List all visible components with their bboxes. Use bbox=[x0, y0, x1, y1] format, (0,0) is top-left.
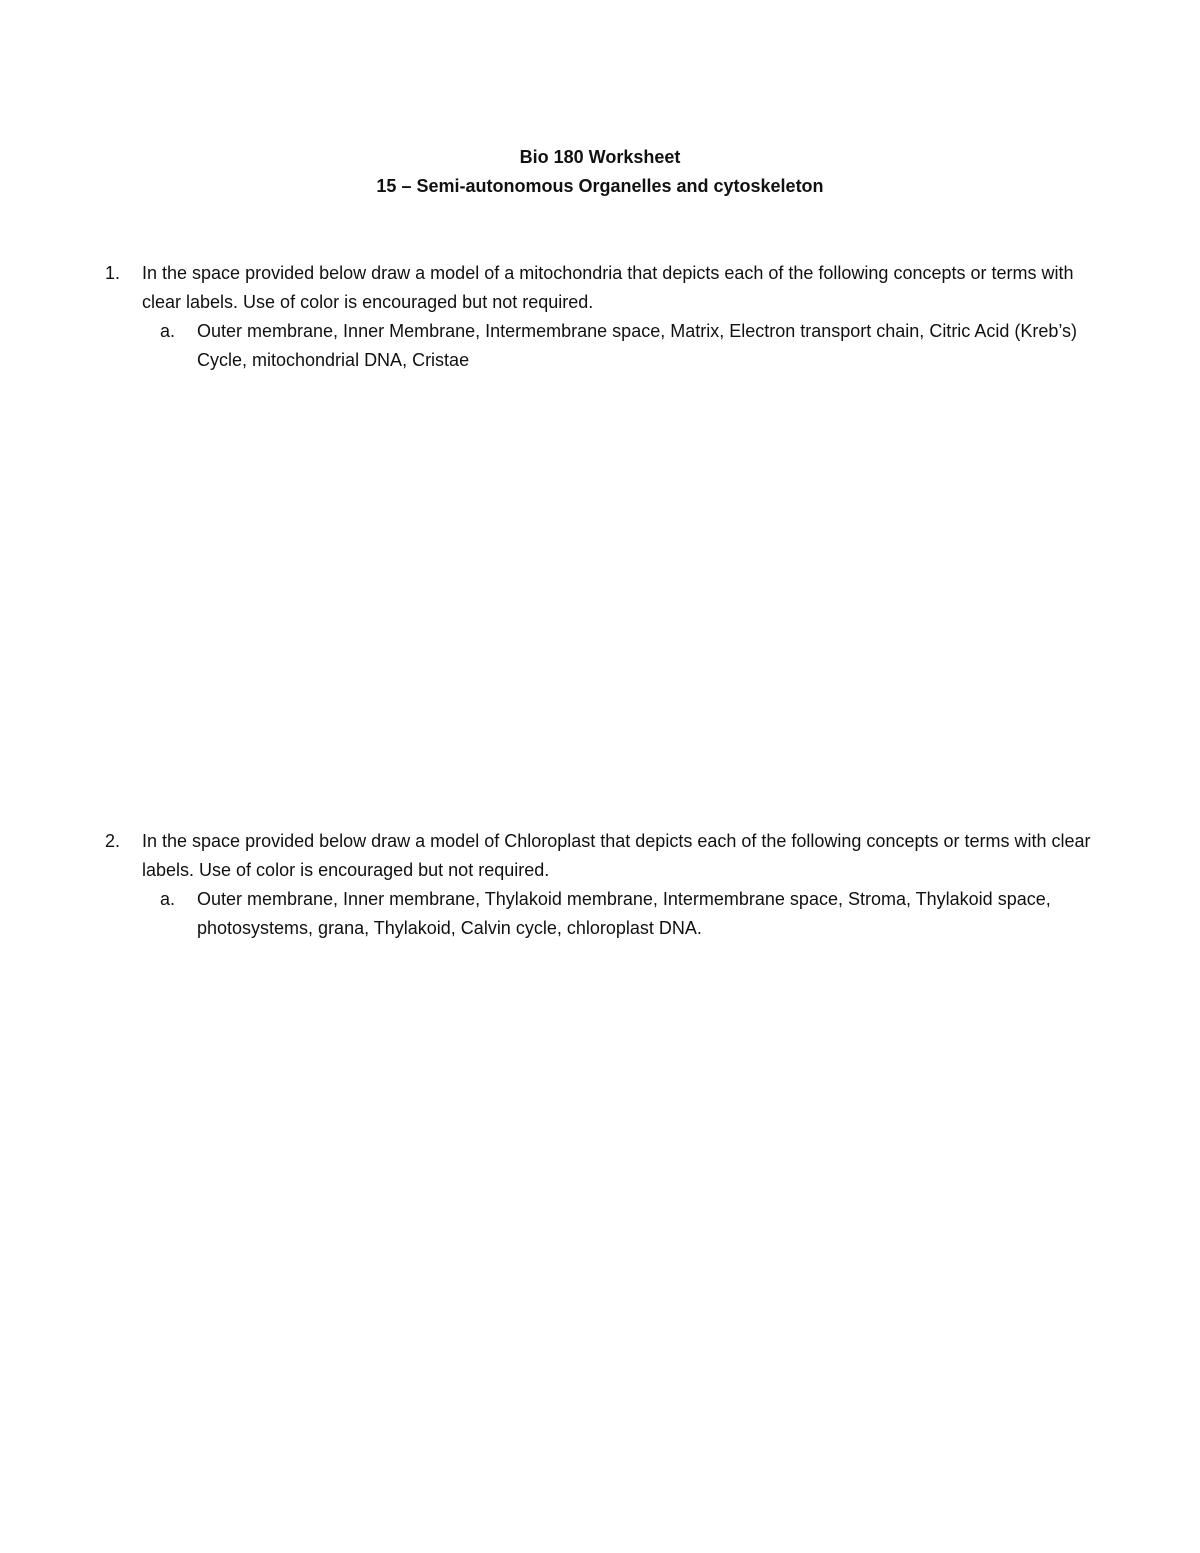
course-title: Bio 180 Worksheet bbox=[519, 147, 681, 167]
question-2a-letter: a. bbox=[160, 889, 176, 909]
question-2-number: 2. bbox=[105, 831, 121, 851]
question-2 bbox=[105, 827, 1095, 943]
worksheet-title bbox=[0, 143, 1200, 201]
unit-title: 15 – Semi-autonomous Organelles and cytoskeleton bbox=[376, 176, 824, 196]
question-2-prompt-row bbox=[105, 827, 1095, 885]
question-1a-terms: Outer membrane, Inner Membrane, Intermembrane space, Matrix, Electron transport chain, Citric Acid (Kreb’s) Cycle, mitochondrial DNA, Cristae bbox=[197, 321, 1078, 370]
question-1a-row bbox=[105, 317, 1095, 375]
question-1 bbox=[105, 259, 1095, 375]
question-2-prompt: In the space provided below draw a model of Chloroplast that depicts each of the following concepts or terms with clear labels. Use of color is encouraged but not required. bbox=[142, 831, 1091, 880]
mitochondria-drawing-space bbox=[105, 380, 1095, 810]
question-1-number: 1. bbox=[105, 263, 121, 283]
question-1a-letter: a. bbox=[160, 321, 176, 341]
question-1-prompt: In the space provided below draw a model of a mitochondria that depicts each of the following concepts or terms with clear labels. Use of color is encouraged but not required. bbox=[142, 263, 1074, 312]
question-1-prompt-row bbox=[105, 259, 1095, 317]
question-2a-row bbox=[105, 885, 1095, 943]
question-2a-terms: Outer membrane, Inner membrane, Thylakoid membrane, Intermembrane space, Stroma, Thylakoid space, photosystems, grana, Thylakoid, Calvin cycle, chloroplast DNA. bbox=[197, 889, 1051, 938]
chloroplast-drawing-space bbox=[105, 950, 1095, 1510]
